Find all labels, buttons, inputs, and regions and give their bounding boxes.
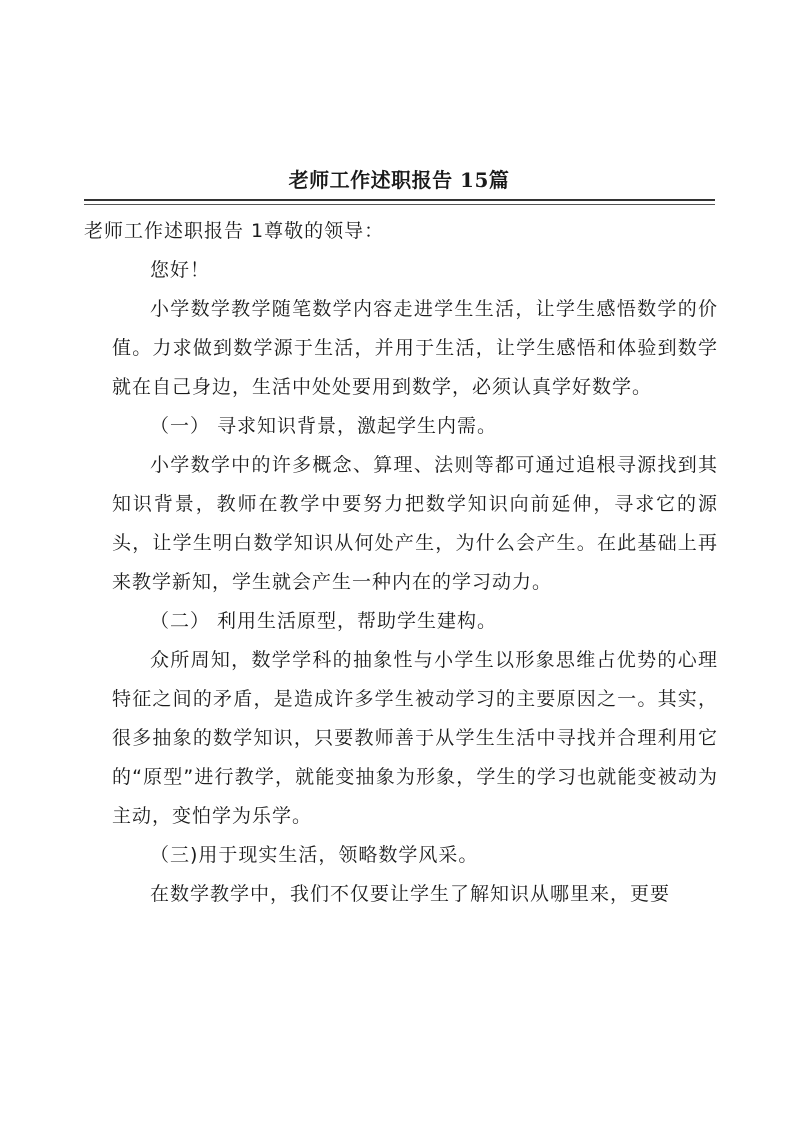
section-heading-2: （二） 利用生活原型，帮助学生建构。: [150, 610, 498, 632]
section-heading-3: （三)用于现实生活，领略数学风采。: [150, 844, 479, 866]
document-body: [84, 212, 718, 914]
paragraph-section-1: 小学数学中的许多概念、算理、法则等都可通过追根寻源找到其知识背景，教师在教学中要努力把数学知识向前延伸，寻求它的源头，让学生明白数学知识从何处产生，为什么会产生。在此基础上再来教学新知，学生就会产生一种内在的学习动力。: [112, 454, 718, 593]
title-rule-thick: [84, 199, 715, 201]
paragraph-opening: 老师工作述职报告 1尊敬的领导：: [84, 220, 385, 242]
section-heading-1: （一） 寻求知识背景，激起学生内需。: [150, 415, 498, 437]
paragraph-section-2: 众所周知，数学学科的抽象性与小学生以形象思维占优势的心理特征之间的矛盾，是造成许多学生被动学习的主要原因之一。其实，很多抽象的数学知识，只要教师善于从学生生活中寻找并合理利用它的“原型”进行教学，就能变抽象为形象，学生的学习也就能变被动为主动，变怕学为乐学。: [112, 649, 718, 827]
paragraph-greeting: 您好！: [150, 259, 211, 281]
document-title: 老师工作述职报告 15篇: [288, 168, 510, 192]
title-rule-thin: [84, 204, 715, 205]
paragraph-intro: 小学数学教学随笔数学内容走进学生生活，让学生感悟数学的价值。力求做到数学源于生活，并用于生活，让学生感悟和体验到数学就在自己身边，生活中处处要用到数学，必须认真学好数学。: [112, 298, 718, 398]
paragraph-section-3: 在数学教学中，我们不仅要让学生了解知识从哪里来，更要: [150, 883, 671, 905]
